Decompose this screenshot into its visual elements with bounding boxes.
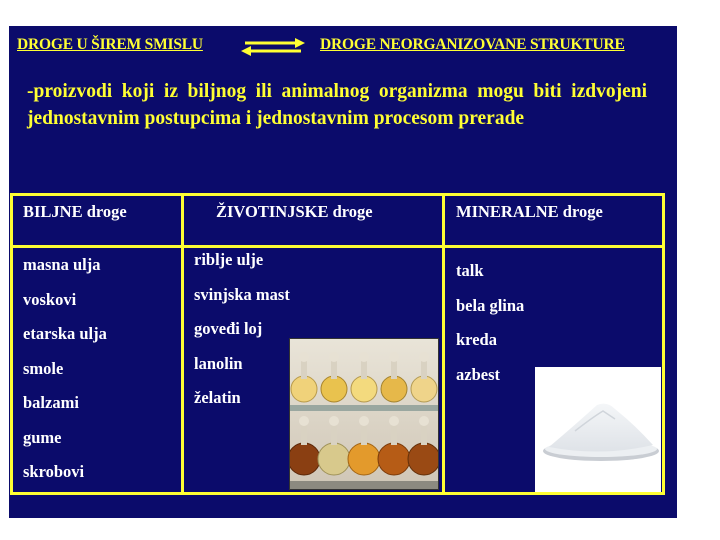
zivotinjske-list (194, 249, 290, 422)
list-item: balzami (23, 393, 79, 412)
list-item: etarska ulja (23, 324, 107, 343)
column-divider (181, 196, 184, 492)
biljne-list (23, 254, 107, 496)
column-divider (442, 196, 445, 492)
list-item: riblje ulje (194, 250, 264, 269)
bidirectional-arrows-icon (241, 36, 305, 58)
column-header-zivotinjske: ŽIVOTINJSKE droge (216, 202, 373, 221)
white-powder-photo (535, 367, 661, 492)
header (17, 34, 669, 58)
column-header-biljne: BILJNE droge (23, 202, 127, 221)
list-item: smole (23, 358, 64, 378)
list-item: svinjska mast (194, 284, 290, 304)
list-item: lanolin (194, 353, 243, 373)
list-item: gume (23, 427, 62, 447)
oil-flasks-photo (289, 338, 439, 490)
list-item: bela glina (456, 295, 525, 315)
list-item: skrobovi (23, 462, 85, 481)
slide (9, 26, 677, 518)
table-header-divider (13, 245, 662, 248)
column-header-mineralne: MINERALNE droge (456, 202, 603, 221)
list-item: masna ulja (23, 255, 101, 274)
drug-table (10, 193, 665, 495)
description-text: -proizvodi koji iz biljnog ili animalnog organizma mogu biti izdvojeni jednostavnim postupcima i jednostavnim procesom prerade (27, 81, 647, 129)
header-right-title: DROGE NEORGANIZOVANE STRUKTURE (320, 36, 625, 53)
list-item: kreda (456, 330, 497, 349)
list-item: goveđi loj (194, 319, 263, 338)
list-item: azbest (456, 364, 500, 384)
list-item: voskovi (23, 289, 77, 309)
mineralne-list (456, 260, 524, 398)
list-item: želatin (194, 388, 241, 407)
list-item: talk (456, 261, 484, 280)
header-left-title: DROGE U ŠIREM SMISLU (17, 36, 203, 53)
